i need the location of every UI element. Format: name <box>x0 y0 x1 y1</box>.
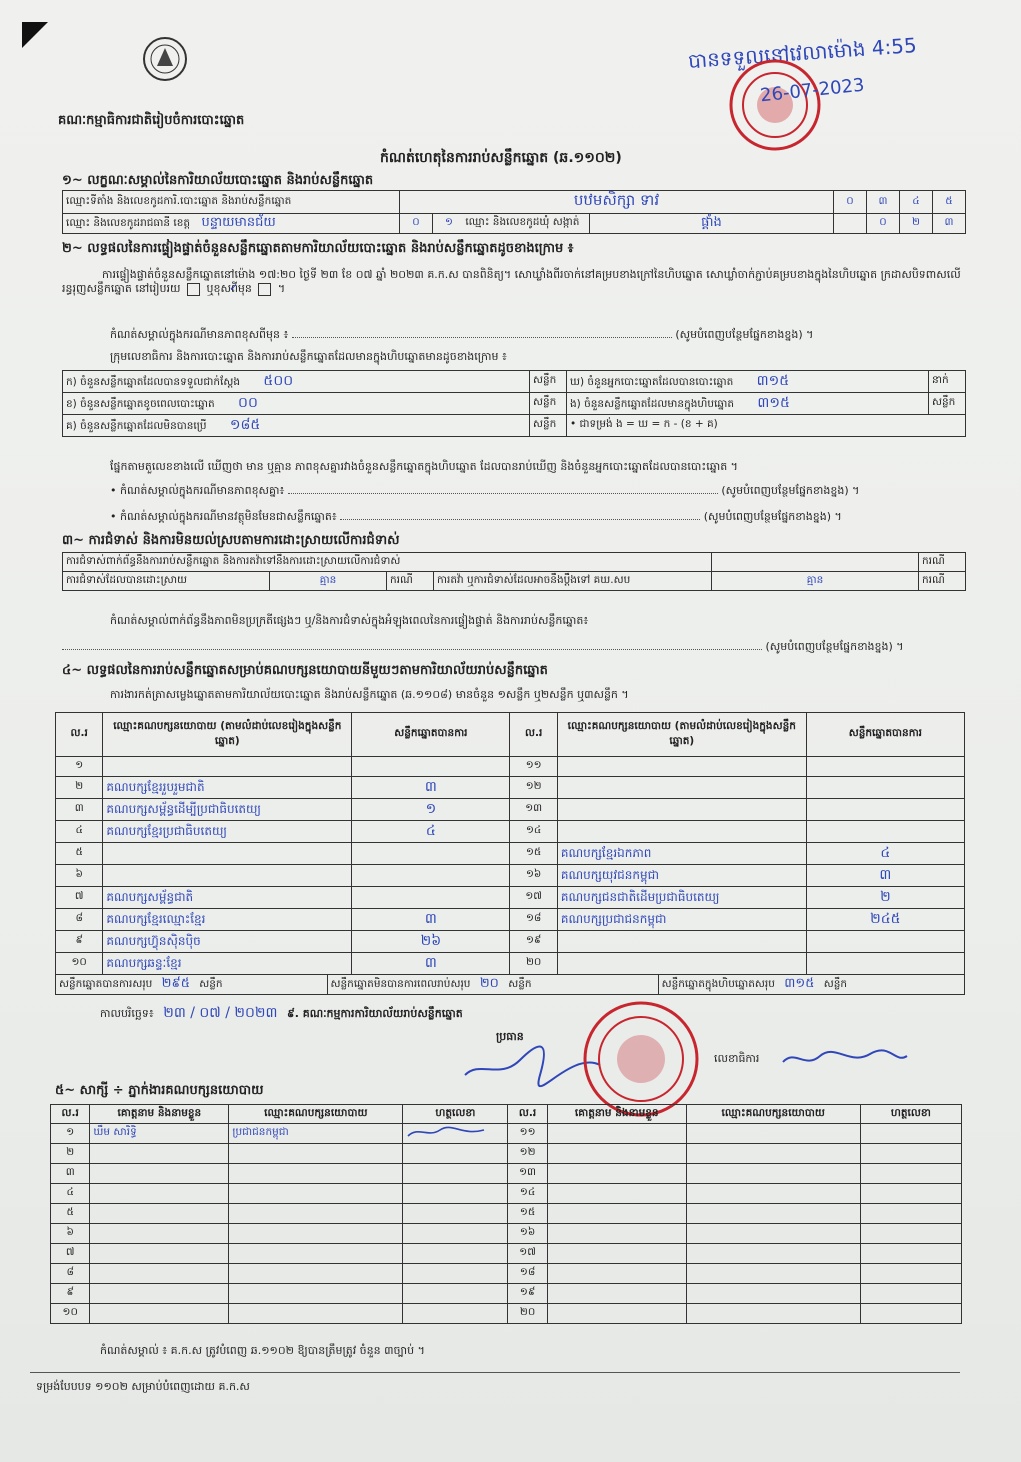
red-seal-top-icon <box>728 58 822 152</box>
count-unit: សន្លឹក <box>530 371 567 393</box>
party-name: គណបក្សខ្មែរប្រជាធិបតេយ្យ <box>103 821 352 843</box>
witness-no: ១៦ <box>508 1224 547 1244</box>
party-name: គណបក្សសម្ព័ន្ធជាតិ <box>103 887 352 909</box>
witness-name <box>547 1284 686 1304</box>
secretary-signature-icon <box>780 1044 910 1072</box>
witness-party <box>686 1204 860 1224</box>
witness-col-sign: ហត្ថលេខា <box>860 1105 961 1124</box>
party-votes <box>806 821 964 843</box>
witness-signature <box>860 1144 961 1164</box>
witness-name <box>90 1304 229 1324</box>
province-value: បន្ទាយមានជ័យ <box>201 215 276 230</box>
party-votes <box>806 953 964 975</box>
party-votes: ៣ <box>352 777 510 799</box>
party-name: គណបក្សជនជាតិដើមប្រជាធិបតេយ្យ <box>557 887 806 909</box>
ok-checkbox[interactable] <box>187 283 200 296</box>
party-name: គណបក្សយុវជនកម្ពុជា <box>557 865 806 887</box>
committee-name: គណៈកម្មាធិការជាតិរៀបចំការបោះឆ្នោត <box>58 113 245 128</box>
party-name: គណបក្សខ្មែរឈ្មោះខ្មែរ <box>103 909 352 931</box>
party-votes: ៤ <box>806 843 964 865</box>
witness-no: ២ <box>51 1144 90 1164</box>
party-no: ១៨ <box>510 909 557 931</box>
nec-emblem-icon <box>142 36 188 82</box>
party-votes <box>352 887 510 909</box>
appeal-unit: ករណី <box>919 572 966 591</box>
results-table <box>55 712 965 975</box>
objection-row1: ការជំទាស់ពាក់ព័ន្ធនឹងការរាប់សន្លឹកឆ្នោត និងការតវ៉ាទៅនឹងការដោះស្រាយលើការជំទាស់ <box>63 553 712 572</box>
witness-no: ៥ <box>51 1204 90 1224</box>
party-votes: ២ <box>806 887 964 909</box>
party-no: ៣ <box>56 799 103 821</box>
count-unit: នាក់ <box>929 371 966 393</box>
date-value: ២៣ / ០៧ / ២០២៣ <box>163 1005 278 1021</box>
witness-party <box>686 1304 860 1324</box>
party-name <box>103 757 352 777</box>
party-votes <box>806 757 964 777</box>
witness-no: ៨ <box>51 1264 90 1284</box>
party-votes: ៣ <box>352 909 510 931</box>
section1-table <box>62 190 966 234</box>
witness-signature <box>860 1244 961 1264</box>
resolved-unit: ករណី <box>387 572 434 591</box>
col-votes-left: សន្លឹកឆ្នោតបានការ <box>352 713 510 757</box>
table-row <box>56 865 965 887</box>
witness-party <box>229 1284 403 1304</box>
party-no: ១៦ <box>510 865 557 887</box>
witness-no: ១៤ <box>508 1184 547 1204</box>
section2-para2: ក្រុមលេខាធិការ និងការបោះឆ្នោត និងការរាប់សន្លឹកឆ្នោតដែលមានក្នុងហិបឆ្នោតមានដូចខាងក្រោម ៖ <box>110 350 507 363</box>
table-row <box>51 1284 962 1304</box>
count-row <box>63 415 966 437</box>
section2-fill-note: (សូមបំពេញបន្ថែមផ្នែកខាងខ្នង) ។ <box>675 328 814 341</box>
table-row <box>51 1184 962 1204</box>
witness-party <box>229 1264 403 1284</box>
witness-signature <box>403 1284 508 1304</box>
footer-divider <box>30 1372 960 1373</box>
red-seal-bottom-icon <box>582 1000 700 1118</box>
party-no: ១៣ <box>510 799 557 821</box>
party-votes <box>352 757 510 777</box>
table-row <box>56 799 965 821</box>
section2-title: ២~ លទ្ធផលនៃការផ្ទៀងផ្ទាត់ចំនួនសន្លឹកឆ្នោតតាមការិយាល័យបោះឆ្នោត និងរាប់សន្លឹកឆ្នោតដូចខាងក្រោម ៖ <box>62 241 574 256</box>
witness-name <box>547 1124 686 1144</box>
committee-sign-label: ៩. គណៈកម្មការការិយាល័យរាប់សន្លឹកឆ្នោត <box>286 1007 463 1020</box>
total-valid-value: ២៩៥ <box>161 976 190 991</box>
party-name: គណបក្សហ៊្វុនស៊ិនប៉ិច <box>103 931 352 953</box>
witness-col-name: គោត្តនាម និងនាមខ្លួន <box>90 1105 229 1124</box>
witness-name <box>547 1264 686 1284</box>
table-row <box>51 1264 962 1284</box>
totals-table <box>55 974 965 995</box>
witness-table <box>50 1104 962 1324</box>
witness-no: ៤ <box>51 1184 90 1204</box>
table-row <box>51 1204 962 1224</box>
party-votes <box>806 931 964 953</box>
table-row <box>51 1244 962 1264</box>
witness-name <box>547 1164 686 1184</box>
witness-no: ១៩ <box>508 1284 547 1304</box>
col-no-right: ល.រ <box>510 713 557 757</box>
witness-party <box>686 1224 860 1244</box>
witness-signature <box>860 1224 961 1244</box>
party-name <box>557 799 806 821</box>
bullet-nonballot: • កំណត់សម្គាល់ក្នុងករណីមានវត្ថុមិនមែនជាសន្លឹកឆ្នោត៖ <box>110 510 337 523</box>
party-no: ៨ <box>56 909 103 931</box>
party-no: ១៧ <box>510 887 557 909</box>
witness-name <box>547 1144 686 1164</box>
witness-signature <box>403 1124 508 1144</box>
party-name <box>557 777 806 799</box>
party-name <box>557 757 806 777</box>
party-no: ៩ <box>56 931 103 953</box>
total-box-label: សន្លឹកឆ្នោតក្នុងហិបឆ្នោតសរុប <box>661 978 775 990</box>
province-code-1: ០ <box>400 214 433 234</box>
section5-title: ៥~ សាក្សី ÷ ភ្នាក់ងារគណបក្សនយោបាយ <box>55 1083 264 1098</box>
witness-no: ១៣ <box>508 1164 547 1184</box>
party-no: ១៥ <box>510 843 557 865</box>
location-value: បឋមសិក្សា ទាវ <box>400 191 834 214</box>
party-no: ៦ <box>56 865 103 887</box>
section2-line3: ផ្នែកតាមតួលេខខាងលើ ឃើញថា មាន ឬគ្មាន ភាពខុសគ្នារវាងចំនួនសន្លឹកឆ្នោតក្នុងហិបឆ្នោត ដែលបានរាប់ឃើញ និងចំនួនអ្នកបោះឆ្នោតដែលបានបោះឆ្នោត ។ <box>110 460 738 473</box>
party-no: ១៩ <box>510 931 557 953</box>
witness-no: ១២ <box>508 1144 547 1164</box>
witness-no: ១១ <box>508 1124 547 1144</box>
document-sheet: គណៈកម្មាធិការជាតិរៀបចំការបោះឆ្នោត បានទទួលនៅវេលាម៉ោង 4:55 26-07-2023 កំណត់ហេតុនៃការរាប់សន្លឹកឆ្នោត (ឆ.១១០២) ១~ លក្ខណៈសម្គាល់នៃការិយាល័យបោះឆ្នោត និងរាប់សន្លឹកឆ្នោត ឈ្មោះទីតាំង និងលេខកូដការិ.បោះឆ្នោត និងរាប់សន្លឹកឆ្នោត បឋមសិក្សា ទាវ ០ ៣ ៤ ៥ ឈ្មោះ និងលេខកូដរាជធានី ខេត្ត បន្ទាយមានជ័យ ០ ១ ឈ្មោះ និងលេខកូដឃុំ សង្កាត់ ផ្គាំង ០ ២ ៣ ២~ លទ្ធផលនៃការផ្ទៀងផ្ទាត់ចំនួនសន្លឹកឆ្នោតតាមការិយាល័យបោះឆ្នោត និងរាប់សន្លឹកឆ្នោតដូចខាងក្រោម ៖ ការផ្ទៀងផ្ទាត់ចំនួនសន្លឹកឆ្នោតនៅម៉ោង ១៧:២០ ថ្ងៃទី ២៣ ខែ ០៧ ឆ្នាំ ២០២៣ គ.ក.ស បានពិនិត្យ។ សោឃ្លាំងពីរចាក់នៅគម្របខាងក្រៅនៃហិបឆ្នោត សោឃ្លាំចាក់ភ្ជាប់គម្របខាងក្នុងនៃហិបឆ្នោត ក្រដាសបិទពាសលើរន្ធរុញសន្លឹកឆ្នោត នៅរៀបរយ ✓ ឬខុសពីមុន ។ កំណត់សម្គាល់ក្នុងករណីមានភាពខុសពីមុន ៖ (សូមបំពេញបន្ថែមផ្នែកខាងខ្នង) ។ ក្រុមលេខាធិការ និងការបោះឆ្នោត និងការរាប់សន្លឹកឆ្នោតដែលមានក្នុងហិបឆ្នោតមានដូចខាងក្រោម ៖ ក) ចំនួនសន្លឹកឆ្នោតដែលបានទទួលជាក់ស្តែង ៥០០ សន្លឹក ឃ) ចំនួនអ្នកបោះឆ្នោតដែលបានបោះឆ្នោត ៣១៥ នាក់ ខ) ចំនួនសន្លឹកឆ្នោតខូចពេលបោះឆ្នោត ០០ សន្លឹក ង) ចំនួនសន្លឹកឆ្នោតដែលមានក្នុងហិបឆ្នោត ៣១៥ សន្លឹក គ) ចំនួនសន្លឹកឆ្នោតដែលមិនបានប្រើ ១៨៥ សន្លឹក • ជាទម្រង់ ង = ឃ = ក - (ខ + គ) ផ្នែកតាមតួលេខខាងលើ ឃើញថា មាន ឬគ្មាន ភាពខុសគ្នារវាងចំនួនសន្លឹកឆ្នោតក្នុងហិបឆ្នោត ដែលបានរាប់ឃើញ និងចំនួនអ្នកបោះឆ្នោតដែលបានបោះឆ្នោត ។ • កំណត់សម្គាល់ក្នុងករណីមានភាពខុសគ្នា៖ (សូមបំពេញបន្ថែមផ្នែកខាងខ្នង) ។ • កំណត់សម្គាល់ក្នុងករណីមានវត្ថុមិនមែនជាសន្លឹកឆ្នោត៖ (សូមបំពេញបន្ថែមផ្នែកខាងខ្នង) ។ ៣~ ការជំទាស់ និងការមិនយល់ស្របតាមការដោះស្រាយលើការជំទាស់ ការជំទាស់ពាក់ព័ន្ធនឹងការរាប់សន្លឹកឆ្នោត និងការតវ៉ាទៅនឹងការដោះស្រាយលើការជំទាស់ ករណី ការជំទាស់ដែលបានដោះស្រាយ គ្មាន ករណី ការតវ៉ា ឬការជំទាស់ដែលអាចនឹងប្តឹងទៅ គឃ.សប គ្មាន ករណី កំណត់សម្គាល់ពាក់ព័ន្ធនឹងភាពមិនប្រក្រតីផ្សេងៗ ឬ/និងការជំទាស់ក្នុងអំឡុងពេលនៃការផ្ទៀងផ្ទាត់ និងការរាប់សន្លឹកឆ្នោត៖ (សូមបំពេញបន្ថែមផ្នែកខាងខ្នង) ។ ៤~ លទ្ធផលនៃការរាប់សន្លឹកឆ្នោតសម្រាប់គណបក្សនយោបាយនីមួយៗតាមការិយាល័យរាប់សន្លឹកឆ្នោត ការងារកត់ត្រាសម្លេងឆ្នោតតាមការិយាល័យបោះឆ្នោត និងរាប់សន្លឹកឆ្នោត (ឆ.១១០៨) មានចំនួន ១សន្លឹក ឬ២សន្លឹក ឬ៣សន្លឹក ។ ល.រ ឈ្មោះគណបក្សនយោបាយ (តាមលំដាប់លេខរៀងក្នុងសន្លឹកឆ្នោត) សន្លឹកឆ្នោតបានការ ល.រ ឈ្មោះគណបក្សនយោបាយ (តាមលំដាប់លេខរៀងក្នុងសន្លឹកឆ្នោត) សន្លឹកឆ្នោតបានការ ១ ១១ ២ គណបក្សខ្មែររួបរួមជាតិ ៣ ១២ ៣ គណបក្សសម្ព័ន្ធដើម្បីប្រជាធិបតេយ្យ ១ ១៣ ៤ គណបក្សខ្មែរប្រជាធិបតេយ្យ ៤ ១៤ ៥ ១៥ គណបក្សខ្មែរឯកភាព ៤ ៦ ១៦ គណបក្សយុវជនកម្ពុជា ៣ ៧ គណបក្សសម្ព័ន្ធជាតិ ១៧ គណបក្សជនជាតិដើមប្រជាធិបតេយ្យ ២ ៨ គណបក្សខ្មែរឈ្មោះខ្មែរ ៣ ១៨ គណបក្សប្រជាជនកម្ពុជា ២៤៥ ៩ គណបក្សហ៊្វុនស៊ិនប៉ិច ២៦ ១៩ ១០ គណបក្សឆន្ទៈខ្មែរ ៣ ២០ សន្លឹកឆ្នោតបានការសរុប ២៩៥ សន្លឹក សន្លឹកឆ្នោតមិនបានការពេលរាប់សរុប ២០ សន្លឹក សន្លឹកឆ្នោតក្នុងហិបឆ្នោតសរុប ៣១៥ សន្លឹក កាលបរិច្ឆេទ៖ ២៣ / ០៧ / ២០២៣ ៩. គណៈកម្មការការិយាល័យរាប់សន្លឹកឆ្នោត ប្រធាន លេខាធិការ ៥~ សាក្សី ÷ ភ្នាក់ងារគណបក្សនយោបាយ ល.រ គោត្តនាម និងនាមខ្លួន ឈ្មោះគណបក្សនយោបាយ ហត្ថលេខា ល.រ គោត្តនាម និងនាមខ្លួន ឈ្មោះគណបក្សនយោបាយ ហត្ថលេខា ១ ឃឹម សារិទ្ធិ ប្រជាជនកម្ពុជា ១១ ២ ១២ ៣ ១៣ ៤ ១៤ ៥ ១៥ ៦ ១៦ ៧ ១៧ ៨ ១៨ ៩ ១៩ ១០ ២០ កំណត់សម្គាល់ ៖ គ.ក.ស ត្រូវបំពេញ ឆ.១១០២ ឱ្យបានត្រឹមត្រូវ ចំនួន ៣ច្បាប់ ។ ទម្រង់បែបបទ ១១០២ សម្រាប់បំពេញដោយ គ.ក.ស <box>0 0 1021 1462</box>
party-name: គណបក្សខ្មែរឯកភាព <box>557 843 806 865</box>
witness-party <box>686 1264 860 1284</box>
col-party-right: ឈ្មោះគណបក្សនយោបាយ (តាមលំដាប់លេខរៀងក្នុងសន្លឹកឆ្នោត) <box>557 713 806 757</box>
witness-no: ២០ <box>508 1304 547 1324</box>
witness-name <box>90 1204 229 1224</box>
count-unit: សន្លឹក <box>530 415 567 437</box>
witness-party <box>686 1124 860 1144</box>
section2-note1: កំណត់សម្គាល់ក្នុងករណីមានភាពខុសពីមុន ៖ <box>110 328 289 341</box>
received-date: 26-07-2023 <box>759 74 866 107</box>
changed-checkbox[interactable] <box>258 283 271 296</box>
section4-intro: ការងារកត់ត្រាសម្លេងឆ្នោតតាមការិយាល័យបោះឆ្នោត និងរាប់សន្លឹកឆ្នោត (ឆ.១១០៨) មានចំនួន ១សន្លឹក ឬ២សន្លឹក ឬ៣សន្លឹក ។ <box>110 688 629 701</box>
count-label: ក) ចំនួនសន្លឹកឆ្នោតដែលបានទទួលជាក់ស្តែង <box>66 376 241 388</box>
witness-signature <box>403 1244 508 1264</box>
party-no: ១១ <box>510 757 557 777</box>
fill-note: (សូមបំពេញបន្ថែមផ្នែកខាងខ្នង) ។ <box>703 510 842 523</box>
count-value: ៣១៥ <box>757 395 790 411</box>
location-code-4: ៥ <box>933 191 966 214</box>
party-no: ៧ <box>56 887 103 909</box>
table-row <box>51 1144 962 1164</box>
witness-name <box>90 1224 229 1244</box>
witness-signature <box>860 1264 961 1284</box>
commune-code-1: ០ <box>867 214 900 234</box>
location-label: ឈ្មោះទីតាំង និងលេខកូដការិ.បោះឆ្នោត និងរាប់សន្លឹកឆ្នោត <box>63 191 400 214</box>
date-label: កាលបរិច្ឆេទ៖ <box>100 1007 154 1020</box>
location-code-3: ៤ <box>900 191 933 214</box>
location-code-2: ៣ <box>867 191 900 214</box>
witness-signature <box>403 1184 508 1204</box>
party-votes <box>352 843 510 865</box>
party-name: គណបក្សឆន្ទៈខ្មែរ <box>103 953 352 975</box>
witness-name <box>90 1284 229 1304</box>
party-no: ១០ <box>56 953 103 975</box>
table-row <box>56 821 965 843</box>
table-row <box>51 1124 962 1144</box>
party-no: ១៤ <box>510 821 557 843</box>
witness-no: ៧ <box>51 1244 90 1264</box>
witness-name <box>547 1244 686 1264</box>
witness-name <box>547 1204 686 1224</box>
col-votes-right: សន្លឹកឆ្នោតបានការ <box>806 713 964 757</box>
formula-label: • ជាទម្រង់ ង = ឃ = ក - (ខ + គ) <box>567 415 966 437</box>
witness-signature <box>860 1164 961 1184</box>
witness-signature <box>403 1144 508 1164</box>
witness-no: ១ <box>51 1124 90 1144</box>
total-box-value: ៣១៥ <box>784 976 815 991</box>
party-votes <box>806 799 964 821</box>
witness-col-name: គោត្តនាម និងនាមខ្លួន <box>547 1105 686 1124</box>
secretary-label: លេខាធិការ <box>714 1052 760 1065</box>
witness-signature <box>860 1284 961 1304</box>
party-votes: ២៦ <box>352 931 510 953</box>
witness-name <box>90 1244 229 1264</box>
changed-label: ឬខុសពីមុន <box>206 282 252 295</box>
unit: សន្លឹក <box>823 978 848 990</box>
total-invalid-value: ២០ <box>479 976 499 991</box>
count-label: ង) ចំនួនសន្លឹកឆ្នោតដែលមានក្នុងហិបឆ្នោត <box>570 398 735 410</box>
witness-name <box>90 1184 229 1204</box>
col-party-left: ឈ្មោះគណបក្សនយោបាយ (តាមលំដាប់លេខរៀងក្នុងសន្លឹកឆ្នោត) <box>103 713 352 757</box>
witness-signature <box>860 1184 961 1204</box>
witness-signature <box>860 1304 961 1324</box>
witness-party <box>686 1144 860 1164</box>
commune-code-3: ៣ <box>933 214 966 234</box>
commune-label: ឈ្មោះ និងលេខកូដឃុំ សង្កាត់ <box>465 216 580 228</box>
table-row <box>56 931 965 953</box>
count-label: ឃ) ចំនួនអ្នកបោះឆ្នោតដែលបានបោះឆ្នោត <box>570 376 734 388</box>
objection-table <box>62 552 966 591</box>
witness-signature <box>403 1224 508 1244</box>
party-no: ១២ <box>510 777 557 799</box>
witness-name <box>90 1264 229 1284</box>
table-row <box>56 909 965 931</box>
party-no: ៤ <box>56 821 103 843</box>
witness-signature <box>403 1164 508 1184</box>
section3-note: កំណត់សម្គាល់ពាក់ព័ន្ធនឹងភាពមិនប្រក្រតីផ្សេងៗ ឬ/និងការជំទាស់ក្នុងអំឡុងពេលនៃការផ្ទៀងផ្ទាត់ និងការរាប់សន្លឹកឆ្នោត៖ <box>110 614 589 627</box>
received-note: បានទទួលនៅវេលាម៉ោង 4:55 <box>687 33 918 73</box>
count-label: ខ) ចំនួនសន្លឹកឆ្នោតខូចពេលបោះឆ្នោត <box>66 398 215 410</box>
count-unit: សន្លឹក <box>929 393 966 415</box>
table-row <box>56 887 965 909</box>
witness-name <box>90 1164 229 1184</box>
table-row <box>51 1164 962 1184</box>
unit: សន្លឹក <box>199 978 223 990</box>
party-name <box>103 843 352 865</box>
corner-fold <box>22 22 48 48</box>
section3-title: ៣~ ការជំទាស់ និងការមិនយល់ស្របតាមការដោះស្រាយលើការជំទាស់ <box>62 533 400 548</box>
commune-code-2: ២ <box>900 214 933 234</box>
table-row <box>56 843 965 865</box>
witness-party <box>686 1164 860 1184</box>
witness-name <box>547 1184 686 1204</box>
witness-no: ៩ <box>51 1284 90 1304</box>
col-no-left: ល.រ <box>56 713 103 757</box>
appeal-value: គ្មាន <box>712 572 919 591</box>
party-votes <box>352 865 510 887</box>
count-unit: សន្លឹក <box>530 393 567 415</box>
party-no: ២០ <box>510 953 557 975</box>
table-row <box>51 1304 962 1324</box>
witness-col-party: ឈ្មោះគណបក្សនយោបាយ <box>229 1105 403 1124</box>
witness-party <box>229 1144 403 1164</box>
chair-label: ប្រធាន <box>496 1030 524 1043</box>
section2-para1: ការផ្ទៀងផ្ទាត់ចំនួនសន្លឹកឆ្នោតនៅម៉ោង ១៧:២០ ថ្ងៃទី ២៣ ខែ ០៧ ឆ្នាំ ២០២៣ គ.ក.ស បានពិនិត្យ។ សោឃ្លាំងពីរចាក់នៅគម្របខាងក្រៅនៃហិបឆ្នោត សោឃ្លាំចាក់ភ្ជាប់គម្របខាងក្នុងនៃហិបឆ្នោត ក្រដាសបិទពាសលើរន្ធរុញសន្លឹកឆ្នោត នៅរៀបរយ <box>62 268 961 295</box>
witness-col-sign: ហត្ថលេខា <box>403 1105 508 1124</box>
witness-party <box>229 1224 403 1244</box>
province-code-2: ១ <box>445 216 453 228</box>
witness-col-no: ល.រ <box>51 1105 90 1124</box>
witness-no: ១៨ <box>508 1264 547 1284</box>
witness-signature <box>860 1124 961 1144</box>
count-value: ០០ <box>238 395 258 411</box>
witness-party <box>229 1164 403 1184</box>
witness-no: ១៥ <box>508 1204 547 1224</box>
location-code-1: ០ <box>834 191 867 214</box>
party-votes: ២៤៥ <box>806 909 964 931</box>
count-value: ១៨៥ <box>229 417 261 433</box>
count-table <box>62 370 966 437</box>
table-row <box>56 777 965 799</box>
appeal-label: ការតវ៉ា ឬការជំទាស់ដែលអាចនឹងប្តឹងទៅ គឃ.សប <box>434 572 712 591</box>
form-title: កំណត់ហេតុនៃការរាប់សន្លឹកឆ្នោត (ឆ.១១០២) <box>380 150 622 166</box>
witness-party: ប្រជាជនកម្ពុជា <box>229 1124 403 1144</box>
signature-icon <box>406 1124 486 1140</box>
witness-party <box>229 1304 403 1324</box>
witness-name <box>90 1144 229 1164</box>
witness-no: ៣ <box>51 1164 90 1184</box>
table-row <box>56 757 965 777</box>
witness-party <box>686 1184 860 1204</box>
party-name <box>557 931 806 953</box>
commune-value: ផ្គាំង <box>590 214 834 234</box>
count-value: ៥០០ <box>263 373 294 389</box>
count-row <box>63 371 966 393</box>
party-name <box>557 821 806 843</box>
witness-no: ៦ <box>51 1224 90 1244</box>
section4-title: ៤~ លទ្ធផលនៃការរាប់សន្លឹកឆ្នោតសម្រាប់គណបក្សនយោបាយនីមួយៗតាមការិយាល័យរាប់សន្លឹកឆ្នោត <box>62 663 548 678</box>
unit: សន្លឹក <box>508 978 532 990</box>
party-name <box>557 953 806 975</box>
fill-note: (សូមបំពេញបន្ថែមផ្នែកខាងខ្នង) ។ <box>765 640 904 653</box>
witness-name <box>547 1224 686 1244</box>
table-row <box>56 953 965 975</box>
footer-form-label: ទម្រង់បែបបទ ១១០២ សម្រាប់បំពេញដោយ គ.ក.ស <box>36 1380 250 1393</box>
party-no: ២ <box>56 777 103 799</box>
total-invalid-label: សន្លឹកឆ្នោតមិនបានការពេលរាប់សរុប <box>330 978 471 990</box>
witness-name: ឃឹម សារិទ្ធិ <box>90 1124 229 1144</box>
party-votes <box>806 777 964 799</box>
objection-unit: ករណី <box>919 553 966 572</box>
party-no: ៥ <box>56 843 103 865</box>
party-votes: ១ <box>352 799 510 821</box>
witness-signature <box>403 1304 508 1324</box>
party-votes: ៤ <box>352 821 510 843</box>
resolved-value: គ្មាន <box>270 572 387 591</box>
total-valid-label: សន្លឹកឆ្នោតបានការសរុប <box>59 978 153 990</box>
witness-col-party: ឈ្មោះគណបក្សនយោបាយ <box>686 1105 860 1124</box>
witness-col-no: ល.រ <box>508 1105 547 1124</box>
witness-signature <box>403 1264 508 1284</box>
party-name: គណបក្សប្រជាជនកម្ពុជា <box>557 909 806 931</box>
witness-party <box>229 1184 403 1204</box>
count-value: ៣១៥ <box>756 373 790 389</box>
resolved-label: ការជំទាស់ដែលបានដោះស្រាយ <box>63 572 270 591</box>
party-no: ១ <box>56 757 103 777</box>
party-votes: ៣ <box>806 865 964 887</box>
witness-signature <box>403 1204 508 1224</box>
party-votes: ៣ <box>352 953 510 975</box>
witness-no: ១៧ <box>508 1244 547 1264</box>
party-name: គណបក្សសម្ព័ន្ធដើម្បីប្រជាធិបតេយ្យ <box>103 799 352 821</box>
bullet-diff: • កំណត់សម្គាល់ក្នុងករណីមានភាពខុសគ្នា៖ <box>110 484 285 497</box>
witness-no: ១០ <box>51 1304 90 1324</box>
fill-note: (សូមបំពេញបន្ថែមផ្នែកខាងខ្នង) ។ <box>721 484 860 497</box>
province-label: ឈ្មោះ និងលេខកូដរាជធានី ខេត្ត <box>66 217 191 229</box>
witness-party <box>229 1204 403 1224</box>
party-name: គណបក្សខ្មែររួបរួមជាតិ <box>103 777 352 799</box>
table-row <box>51 1224 962 1244</box>
witness-party <box>686 1244 860 1264</box>
witness-party <box>229 1244 403 1264</box>
count-label: គ) ចំនួនសន្លឹកឆ្នោតដែលមិនបានប្រើ <box>66 420 207 432</box>
witness-name <box>547 1304 686 1324</box>
witness-signature <box>860 1204 961 1224</box>
count-row <box>63 393 966 415</box>
section1-title: ១~ លក្ខណៈសម្គាល់នៃការិយាល័យបោះឆ្នោត និងរាប់សន្លឹកឆ្នោត <box>62 173 374 188</box>
footer-note: កំណត់សម្គាល់ ៖ គ.ក.ស ត្រូវបំពេញ ឆ.១១០២ ឱ្យបានត្រឹមត្រូវ ចំនួន ៣ច្បាប់ ។ <box>100 1344 425 1357</box>
witness-party <box>686 1284 860 1304</box>
party-name <box>103 865 352 887</box>
